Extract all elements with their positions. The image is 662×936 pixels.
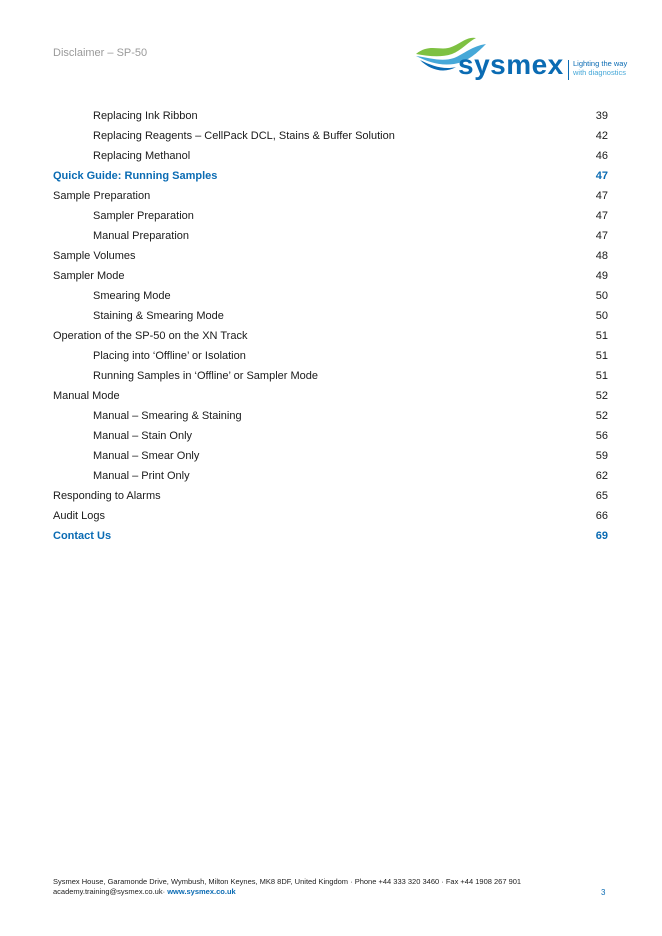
toc-entry-page: 59 [595, 450, 608, 462]
toc-entry-label: Operation of the SP-50 on the XN Track [53, 330, 248, 342]
toc-entry-page: 48 [595, 250, 608, 262]
toc-entry-label: Manual Preparation [93, 230, 190, 242]
toc-entry-label: Responding to Alarms [53, 490, 161, 502]
toc-entry[interactable] [53, 186, 608, 206]
toc-entry-page: 65 [595, 490, 608, 502]
toc-entry-page: 51 [595, 330, 608, 342]
toc-entry[interactable] [53, 466, 608, 486]
toc-entry-page: 51 [595, 350, 608, 362]
toc-entry-page: 50 [595, 290, 608, 302]
document-header-title: Disclaimer – SP-50 [53, 47, 148, 59]
toc-entry-label: Placing into ‘Offline’ or Isolation [93, 350, 246, 362]
page-number: 3 [601, 888, 606, 897]
toc-entry[interactable] [53, 526, 608, 546]
toc-entry-page: 56 [595, 430, 608, 442]
toc-entry-page: 62 [595, 470, 608, 482]
toc-entry-label: Sampler Preparation [93, 210, 194, 222]
toc-entry-page: 47 [595, 210, 608, 222]
toc-entry[interactable] [53, 226, 608, 246]
toc-entry-label: Staining & Smearing Mode [93, 310, 224, 322]
toc-entry-page: 47 [595, 230, 608, 242]
toc-entry[interactable] [53, 326, 608, 346]
toc-entry-page: 42 [595, 130, 608, 142]
table-of-contents [53, 106, 608, 546]
toc-entry-label: Manual – Smearing & Staining [93, 410, 242, 422]
toc-entry[interactable] [53, 146, 608, 166]
toc-entry-page: 46 [595, 150, 608, 162]
toc-entry[interactable] [53, 266, 608, 286]
toc-entry-label: Contact Us [53, 530, 112, 542]
toc-entry[interactable] [53, 406, 608, 426]
toc-entry[interactable] [53, 206, 608, 226]
toc-entry-page: 49 [595, 270, 608, 282]
toc-entry[interactable] [53, 246, 608, 266]
toc-entry-page: 52 [595, 390, 608, 402]
toc-entry[interactable] [53, 126, 608, 146]
toc-entry-label: Running Samples in ‘Offline’ or Sampler Mode [93, 370, 319, 382]
toc-entry[interactable] [53, 446, 608, 466]
toc-entry-page: 47 [595, 190, 608, 202]
footer-address: Sysmex House, Garamonde Drive, Wymbush, Milton Keynes, MK8 8DF, United Kingdom · Phone +44 333 320 3460 · Fax +44 1908 267 901 [53, 877, 522, 886]
toc-entry-label: Sample Preparation [53, 190, 151, 202]
toc-entry-label: Quick Guide: Running Samples [53, 170, 218, 182]
toc-entry[interactable] [53, 166, 608, 186]
toc-entry-label: Replacing Reagents – CellPack DCL, Stains & Buffer Solution [93, 130, 395, 142]
toc-entry[interactable] [53, 286, 608, 306]
toc-entry-label: Replacing Methanol [93, 150, 191, 162]
toc-entry[interactable] [53, 506, 608, 526]
footer-website-link[interactable]: www.sysmex.co.uk [167, 887, 236, 896]
toc-entry-page: 47 [595, 170, 608, 182]
toc-entry-label: Replacing Ink Ribbon [93, 110, 198, 122]
toc-entry-label: Sample Volumes [53, 250, 136, 262]
logo-tagline-line1: Lighting the way [573, 59, 628, 68]
toc-entry-label: Manual Mode [53, 390, 120, 402]
footer-contact [53, 887, 521, 897]
logo-wordmark: sysmex [458, 49, 564, 80]
toc-entry-label: Audit Logs [53, 510, 105, 522]
toc-entry-label: Smearing Mode [93, 290, 171, 302]
toc-entry[interactable] [53, 306, 608, 326]
toc-entry-page: 52 [595, 410, 608, 422]
toc-entry-page: 69 [595, 530, 608, 542]
sysmex-logo [414, 34, 636, 86]
footer-email: academy.training@sysmex.co.uk· [53, 887, 168, 896]
toc-entry-page: 50 [595, 310, 608, 322]
toc-entry[interactable] [53, 486, 608, 506]
toc-entry-page: 66 [595, 510, 608, 522]
toc-entry-label: Manual – Smear Only [93, 450, 200, 462]
logo-divider [568, 60, 569, 80]
toc-entry-label: Sampler Mode [53, 270, 125, 282]
toc-entry[interactable] [53, 366, 608, 386]
toc-entry-label: Manual – Stain Only [93, 430, 193, 442]
toc-entry[interactable] [53, 426, 608, 446]
logo-tagline [573, 59, 627, 77]
logo-tagline-line2: with diagnostics [573, 68, 626, 77]
toc-entry-page: 39 [595, 110, 608, 122]
toc-entry-page: 51 [595, 370, 608, 382]
footer [53, 877, 521, 897]
toc-entry[interactable] [53, 386, 608, 406]
toc-entry[interactable] [53, 106, 608, 126]
toc-entry[interactable] [53, 346, 608, 366]
toc-entry-label: Manual – Print Only [93, 470, 190, 482]
